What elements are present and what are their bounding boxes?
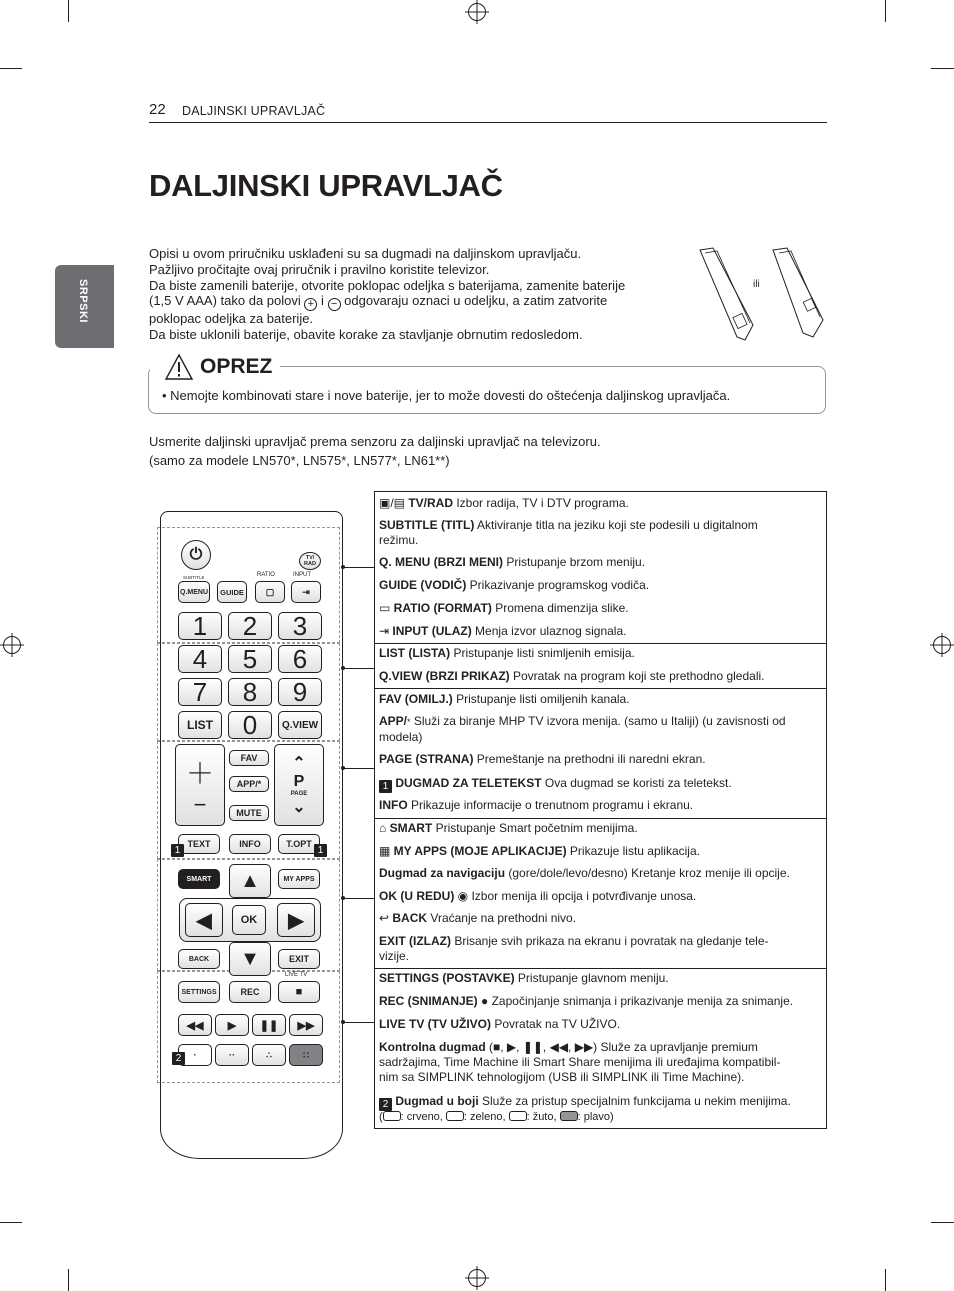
ratio-icon: ▭ — [379, 601, 394, 615]
blue-key-icon — [560, 1111, 578, 1121]
home-icon: ⌂ — [379, 821, 390, 835]
input-button: ⇥ — [291, 581, 321, 603]
crop-mark — [885, 1269, 886, 1291]
desc-text: Pristupanje glavnom meniju. — [514, 971, 669, 985]
crop-mark — [68, 1269, 69, 1291]
intro-line: Pažljivo pročitajte ovaj priručnik i pravilno koristite televizor. — [149, 261, 490, 277]
desc-term: MY APPS (MOJE APLIKACIJE) — [393, 844, 567, 858]
crop-mark — [68, 0, 69, 22]
running-title: DALJINSKI UPRAVLJAČ — [182, 104, 326, 118]
caution-header — [150, 351, 280, 383]
intro-line: Da biste zamenili baterije, otvorite poklopac odeljka s baterijama, zamenite baterije — [149, 277, 626, 293]
desc-rec — [379, 994, 822, 1009]
record-dot-icon: ● — [477, 994, 489, 1008]
minus-pole-icon: − — [328, 298, 341, 311]
remote-control-illustration — [160, 511, 343, 1159]
desc-text: Pristupanje listi snimljenih emisija. — [450, 646, 635, 660]
intro-line: Da biste uklonili baterije, obavite korake za stavljanje obrnutim redosledom. — [149, 327, 583, 343]
number-8-button: 8 — [228, 678, 272, 706]
desc-term: SMART — [389, 821, 433, 835]
smart-button: SMART — [178, 869, 220, 889]
callout-dot — [341, 565, 345, 569]
star-icon: * — [407, 717, 411, 727]
desc-term: TV/RAD — [408, 496, 454, 510]
crop-mark — [885, 0, 886, 22]
livetv-key-label: LIVE TV — [285, 972, 308, 978]
aim-text — [149, 432, 601, 470]
back-icon: ↩ — [379, 911, 393, 925]
desc-term: Q.VIEW (BRZI PRIKAZ) — [379, 669, 510, 683]
green-key-icon — [446, 1111, 464, 1121]
desc-text: Započinjanje snimanja i prikazivanje menija za snimanje. — [488, 994, 794, 1008]
desc-text: (gore/dole/levo/desno) Kretanje kroz menije ili opcije. — [505, 866, 790, 880]
callout-line — [343, 768, 374, 769]
yellow-button: ∴ — [252, 1044, 286, 1066]
marker-2: 2 — [379, 1098, 392, 1111]
desc-settings — [379, 971, 822, 986]
desc-list — [379, 646, 822, 661]
desc-text: Premeštanje na prethodni ili naredni ekran. — [473, 752, 706, 766]
page-header — [149, 101, 827, 123]
qview-button: Q.VIEW — [278, 711, 322, 739]
input-key-label: INPUT — [293, 572, 311, 578]
desc-app — [379, 714, 822, 745]
plus-pole-icon: + — [304, 298, 317, 311]
desc-back — [379, 911, 822, 926]
desc-text: Menja izvor ulaznog signala. — [471, 624, 627, 638]
desc-term: FAV (OMILJ.) — [379, 692, 453, 706]
desc-qmenu — [379, 555, 822, 570]
language-tab — [55, 265, 114, 348]
desc-text: Služe za upravljanje premium — [597, 1040, 758, 1054]
number-1-button: 1 — [178, 612, 222, 640]
pause-button: ❚❚ — [252, 1014, 286, 1036]
desc-text: Ova dugmad se koristi za teletekst. — [541, 776, 732, 790]
desc-qview — [379, 669, 822, 684]
app-button: APP/* — [229, 776, 269, 792]
desc-term: Dugmad za navigaciju — [379, 866, 506, 880]
desc-term: Kontrolna dugmad — [379, 1040, 486, 1054]
page-number: 22 — [149, 101, 166, 118]
desc-text: Pristupanje brzom meniju. — [503, 555, 646, 569]
callout-line — [343, 567, 374, 568]
desc-myapps — [379, 844, 822, 859]
number-7-button: 7 — [178, 678, 222, 706]
callout-dot — [341, 766, 345, 770]
subtitle-key-label: SUBTITLE — [183, 575, 205, 580]
desc-text: nim sa SIMPLINK tehnologijom (USB ili SIMPLINK ili Time Machine). — [379, 1070, 745, 1085]
crop-mark — [0, 68, 22, 69]
desc-teletext — [379, 776, 822, 793]
number-4-button: 4 — [178, 645, 222, 673]
aim-line: (samo za modele LN570*, LN575*, LN577*, LN61**) — [149, 453, 450, 468]
rec-button: REC — [229, 981, 271, 1003]
desc-fav — [379, 692, 822, 707]
desc-livetv — [379, 1017, 822, 1032]
desc-term: REC (SNIMANJE) — [379, 994, 478, 1008]
nav-up-button: ▲ — [229, 864, 271, 898]
intro-fragment: i — [321, 293, 324, 309]
mute-button: MUTE — [229, 805, 269, 821]
desc-input — [379, 624, 822, 639]
desc-text: Izbor menija ili opcija i potvrđivanje unosa. — [468, 889, 697, 903]
nav-right-button: ▶ — [277, 903, 315, 937]
callout-line — [343, 668, 374, 669]
registration-mark-icon — [468, 3, 486, 21]
ratio-button: ▢ — [255, 581, 285, 603]
desc-text: sadržajima, Time Machine ili Smart Share menijima ili uređajima kompatibil- — [379, 1055, 781, 1070]
warning-icon — [164, 353, 194, 381]
page-label: PAGE — [290, 791, 308, 797]
callout-line — [343, 898, 374, 899]
button-description-table — [374, 491, 827, 1129]
desc-term: SETTINGS (POSTAVKE) — [379, 971, 515, 985]
registration-mark-icon — [3, 636, 21, 654]
input-icon: ⇥ — [379, 624, 393, 638]
desc-term: APP/ — [379, 714, 408, 728]
desc-color-legend: ( : crveno, : zeleno, : žuto, : plavo) — [379, 1111, 614, 1123]
desc-term: LIST (LISTA) — [379, 646, 451, 660]
text-button: TEXT — [178, 834, 220, 854]
desc-control — [379, 1040, 822, 1086]
desc-text: Vraćanje na prethodni nivo. — [427, 911, 577, 925]
blue-button: ∷ — [289, 1044, 323, 1066]
nav-left-button: ◀ — [185, 903, 223, 937]
desc-text: vizije. — [379, 949, 410, 964]
volume-rocker: ＋ − — [175, 744, 225, 826]
desc-term: PAGE (STRANA) — [379, 752, 474, 766]
desc-text: : zeleno, — [463, 1111, 506, 1123]
crop-mark — [931, 1222, 954, 1223]
desc-text: : žuto, — [526, 1111, 557, 1123]
nav-down-button: ▼ — [229, 942, 271, 976]
marker-1-left: 1 — [171, 844, 184, 857]
stop-button: ■ — [278, 981, 320, 1003]
number-2-button: 2 — [228, 612, 272, 640]
info-button: INFO — [229, 834, 271, 854]
desc-smart — [379, 821, 822, 836]
desc-term: INFO — [379, 798, 408, 812]
desc-text: Prikazuje informacije o trenutnom programu i ekranu. — [407, 798, 694, 812]
desc-text: Pristupanje listi omiljenih kanala. — [452, 692, 630, 706]
desc-term: RATIO (FORMAT) — [393, 601, 492, 615]
fav-button: FAV — [229, 750, 269, 766]
desc-term: INPUT (ULAZ) — [392, 624, 472, 638]
power-button: ⏻ — [181, 540, 211, 570]
desc-term: OK (U REDU) — [379, 889, 455, 903]
desc-text: : crveno, — [400, 1111, 443, 1123]
ili-label: ili — [753, 279, 760, 290]
green-button: ·· — [215, 1044, 249, 1066]
red-key-icon — [383, 1111, 401, 1121]
crop-mark — [0, 1222, 22, 1223]
intro-line: poklopac odeljka za baterije. — [149, 311, 314, 327]
number-5-button: 5 — [228, 645, 272, 673]
desc-exit — [379, 934, 822, 964]
desc-text: Služi za biranje MHP TV izvora menija. (samo u Italiji) (u zavisnosti od — [410, 714, 786, 728]
battery-cover-illustration — [695, 245, 830, 345]
desc-term: BACK — [392, 911, 428, 925]
play-button: ▶ — [215, 1014, 249, 1036]
callout-dot — [341, 1020, 345, 1024]
desc-term: DUGMAD ZA TELETEKST — [392, 776, 542, 790]
desc-term: SUBTITLE (TITL) — [379, 518, 475, 532]
page-title: DALJINSKI UPRAVLJAČ — [149, 168, 503, 203]
qmenu-button: Q.MENU — [178, 581, 210, 603]
ok-icon: ◉ — [454, 889, 469, 903]
desc-term: GUIDE (VODIČ) — [379, 578, 467, 592]
grid-icon: ▦ — [379, 844, 394, 858]
desc-term: LIVE TV (TV UŽIVO) — [379, 1017, 492, 1031]
desc-text: Povratak na program koji ste prethodno gledali. — [509, 669, 765, 683]
desc-guide — [379, 578, 822, 593]
callout-dot — [341, 896, 345, 900]
control-symbols: (■, ▶, ❚❚, ◀◀, ▶▶) — [485, 1040, 598, 1054]
callout-line — [343, 1022, 374, 1023]
registration-mark-icon — [933, 636, 951, 654]
guide-button: GUIDE — [217, 581, 247, 603]
aim-line: Usmerite daljinski upravljač prema senzoru za daljinski upravljač na televizoru. — [149, 434, 601, 449]
number-9-button: 9 — [278, 678, 322, 706]
intro-line: Opisi u ovom priručniku usklađeni su sa dugmadi na daljinskom upravljaču. — [149, 246, 582, 261]
fastforward-button: ▶▶ — [289, 1014, 323, 1036]
caution-label: OPREZ — [200, 355, 273, 378]
desc-term: Q. MENU (BRZI MENI) — [379, 555, 503, 569]
desc-subtitle — [379, 518, 822, 548]
desc-tvrad — [379, 496, 822, 511]
desc-term: Dugmad u boji — [392, 1094, 479, 1108]
ok-button: OK — [232, 905, 266, 935]
marker-2: 2 — [172, 1052, 185, 1065]
exit-button: EXIT — [278, 949, 320, 969]
desc-info — [379, 798, 822, 813]
yellow-key-icon — [509, 1111, 527, 1121]
settings-button: SETTINGS — [178, 981, 220, 1003]
rewind-button: ◀◀ — [178, 1014, 212, 1036]
number-3-button: 3 — [278, 612, 322, 640]
desc-text: Izbor radija, TV i DTV programa. — [453, 496, 629, 510]
list-button: LIST — [178, 711, 222, 739]
desc-text: Prikazivanje programskog vodiča. — [466, 578, 650, 592]
caution-text: • Nemojte kombinovati stare i nove baterije, jer to može dovesti do oštećenja daljinskog upravljača. — [162, 388, 731, 403]
desc-text: modela) — [379, 730, 423, 745]
back-button: BACK — [178, 949, 220, 969]
intro-fragment: (1,5 V AAA) tako da polovi — [149, 293, 301, 309]
desc-text: Služe za pristup specijalnim funkcijama u nekim menijima. — [478, 1094, 791, 1108]
tv-rad-button: TV/ RAD — [299, 552, 321, 570]
intro-text — [149, 246, 689, 343]
desc-text: : plavo) — [577, 1111, 614, 1123]
marker-1-right: 1 — [314, 844, 327, 857]
intro-fragment: odgovaraju oznaci u odeljku, a zatim zatvorite — [344, 293, 608, 309]
desc-page — [379, 752, 822, 767]
desc-text: režimu. — [379, 533, 419, 548]
desc-text: Brisanje svih prikaza na ekranu i povratak na gledanje tele- — [451, 934, 769, 948]
page-p-label: P — [293, 773, 305, 790]
number-0-button: 0 — [228, 711, 272, 739]
language-tab-label: SRPSKI — [77, 279, 89, 323]
desc-text: Promena dimenzija slike. — [491, 601, 629, 615]
tv-rad-icon: ▣/▤ — [379, 496, 409, 510]
page-rocker: ⌃ P PAGE ⌄ — [274, 744, 324, 826]
desc-ok — [379, 889, 822, 904]
desc-text: Aktiviranje titla na jeziku koji ste podesili u digitalnom — [474, 518, 758, 532]
desc-color — [379, 1094, 822, 1111]
marker-1: 1 — [379, 780, 392, 793]
desc-text: Prikazuje listu aplikacija. — [566, 844, 700, 858]
desc-text: Pristupanje Smart početnim menijima. — [432, 821, 638, 835]
crop-mark — [931, 68, 954, 69]
number-6-button: 6 — [278, 645, 322, 673]
desc-text: Povratak na TV UŽIVO. — [491, 1017, 621, 1031]
desc-ratio — [379, 601, 822, 616]
red-button: · — [178, 1044, 212, 1066]
myapps-button: MY APPS — [278, 869, 320, 889]
desc-nav — [379, 866, 822, 881]
topt-button: T.OPT — [278, 834, 320, 854]
registration-mark-icon — [468, 1269, 486, 1287]
desc-term: EXIT (IZLAZ) — [379, 934, 451, 948]
callout-dot — [341, 666, 345, 670]
intro-line — [149, 293, 689, 311]
ratio-key-label: RATIO — [257, 572, 275, 578]
